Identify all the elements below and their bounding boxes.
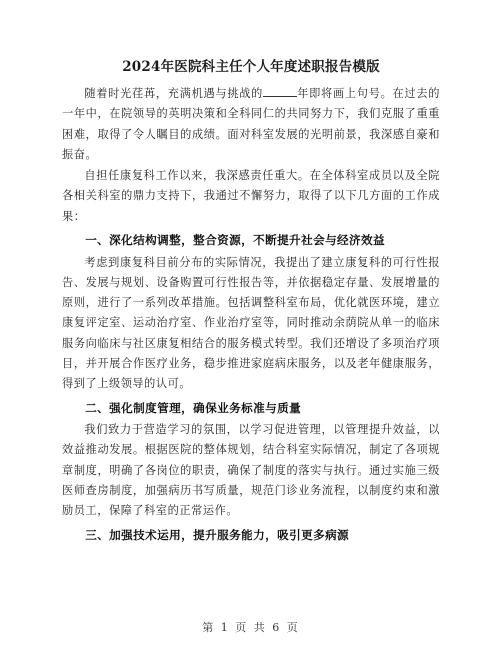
paragraph-management: 我们致力于营造学习的氛围，以学习促进管理，以管理提升效益，以效益推动发展。根据医院的整体规划，结合科室实际情况，制定了各项规章制度，明确了各岗位的职责，确保了制度的落实与执行。通过实施三级医师查房制度，加强病历书写质量，规范门诊业务流程，以制度约束和激励员工，保障了科室的正常运作。	[62, 423, 440, 518]
paragraph-responsibility: 自担任康复科工作以来，我深感责任重大。在全体科室成员以及全院各相关科室的鼎力支持下，我通过不懈努力，取得了以下几方面的工作成果：	[62, 169, 440, 223]
intro-paragraph	[62, 84, 440, 165]
fill-in-blank	[263, 85, 297, 97]
document-body	[62, 58, 440, 547]
section-heading-2: 二、强化制度管理，确保业务标准与质量	[85, 400, 302, 415]
intro-text-part2: 年即将画上句号。在过去的一年中，在院领导的英明决策和全科同仁的共同努力下，我们克服了重重困难，取得了令人瞩目的成绩。面对科室发展的光明前景，我深感自豪和振奋。	[62, 87, 440, 161]
section-heading-3: 三、加强技术运用，提升服务能力，吸引更多病源	[85, 527, 350, 542]
document-title: 2024年医院科主任个人年度述职报告模版	[122, 59, 380, 75]
intro-text-part1: 随着时光荏苒，充满机遇与挑战的	[84, 87, 264, 100]
paragraph-restructuring: 考虑到康复科目前分布的实际情况，我提出了建立康复科的可行性报告、发展与规划、设备购置可行性报告等，并依据稳定存量、发展增量的原则，进行了一系列改革措施。包括调整科室布局，优化就医环境，建立康复评定室、运动治疗室、作业治疗室等，同时推动余荫院从单一的临床服务向临床与社区康复相结合的服务模式转型。我们还增设了多项治疗项目，并开展合作医疗业务，稳步推进家庭病床服务，以及老年健康服务，得到了上级领导的认可。	[62, 255, 440, 391]
section-heading-1: 一、深化结构调整，整合资源，不断提升社会与经济效益	[85, 233, 386, 248]
page-number-footer: 第 1 页 共 6 页	[202, 621, 300, 634]
